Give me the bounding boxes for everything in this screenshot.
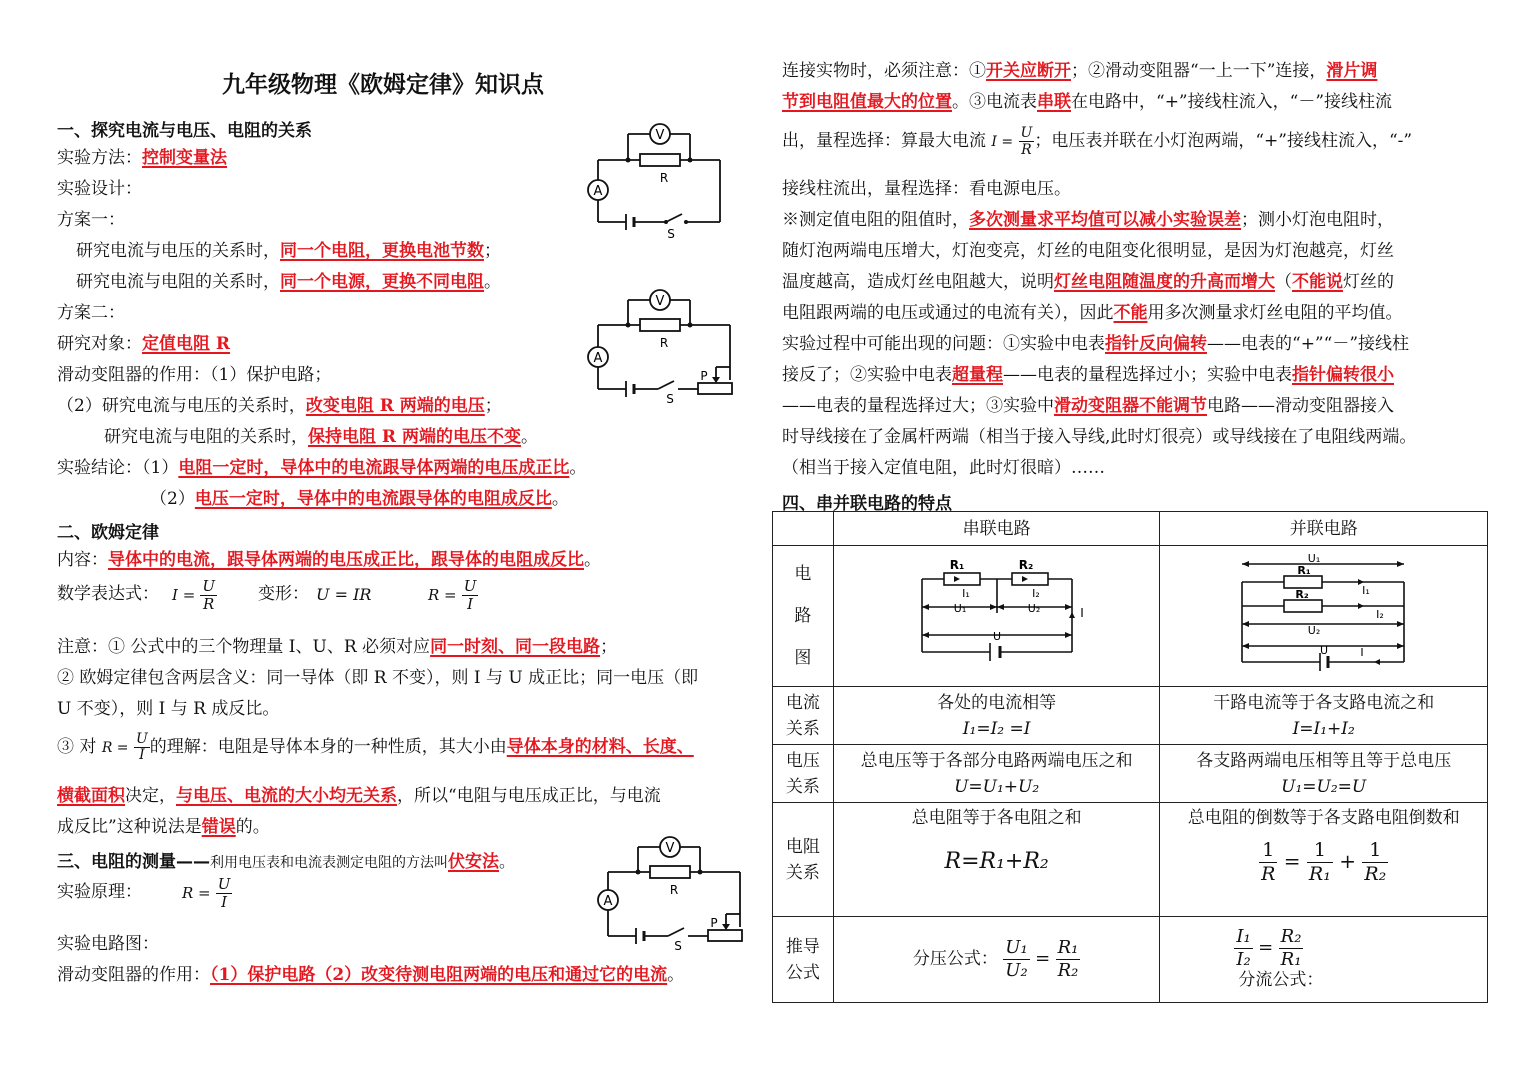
note-3b-line xyxy=(57,785,661,807)
r11-end: 电路——滑动变阻器接入 xyxy=(1207,396,1394,416)
fraction-r2-over-r1 xyxy=(1279,926,1304,971)
r1-red2: 滑片调 xyxy=(1326,61,1378,81)
series-voltage-text: 总电压等于各部分电路两端电压之和 xyxy=(860,750,1133,771)
r1-pre: 连接实物时，必须注意：① xyxy=(782,61,986,81)
fraction-r1-over-r2 xyxy=(1056,937,1081,982)
table-row-derivation xyxy=(773,917,1488,1003)
s3-rheo-red: （1）保护电路（2）改变待测电阻两端的电压和通过它的电流 xyxy=(210,965,668,985)
rheo-line-1: 滑动变阻器的作用：（1）保护电路； xyxy=(57,365,332,385)
r2-red: 节到电阻值最大的位置 xyxy=(782,92,952,112)
formula-lhs-i: I = xyxy=(172,586,196,604)
right-line-4: 接线柱流出，量程选择：看电源电压。 xyxy=(782,179,1071,199)
series-voltage-formula: U=U₁+U₂ xyxy=(954,776,1040,797)
r9-pre: 实验过程中可能出现的问题：①实验中电表 xyxy=(782,334,1105,354)
formula-lhs-r: R = xyxy=(428,586,457,604)
r5-end: ；测小灯泡电阻时， xyxy=(1241,210,1394,230)
rheo2-red: 改变电阻 R 两端的电压 xyxy=(305,396,485,416)
note-3c-line xyxy=(57,816,270,838)
voltmeter-label: V xyxy=(665,841,675,856)
ammeter-label: A xyxy=(593,184,603,199)
r5-red: 多次测量求平均值可以减小实验误差 xyxy=(969,210,1241,230)
plan1-a-text: 研究电流与电压的关系时， xyxy=(76,241,280,261)
frac-den: I xyxy=(139,747,145,763)
section-3-heading-line xyxy=(57,847,515,872)
right-line-8 xyxy=(782,302,1403,324)
plan2-label: 方案二： xyxy=(57,303,125,323)
law-content-label: 内容： xyxy=(57,550,108,570)
series-r1-label: R₁ xyxy=(949,558,964,572)
series-i1-label: I₁ xyxy=(961,587,970,600)
frac-den: I xyxy=(467,595,474,613)
row-label-derivation xyxy=(773,917,834,1003)
series-voltage-cell xyxy=(833,745,1160,803)
law-content-end: 。 xyxy=(584,550,601,570)
note-3-line xyxy=(57,732,694,763)
rheo2-text: （2）研究电流与电压的关系时， xyxy=(57,396,306,416)
table-row-diagram xyxy=(773,546,1488,687)
method-value: 控制变量法 xyxy=(142,148,227,168)
row-label-line: 电阻 xyxy=(785,836,820,857)
series-r2-label: R₂ xyxy=(1018,558,1033,572)
parallel-i2-label: I₂ xyxy=(1375,608,1384,621)
conclusion-line-2 xyxy=(150,488,569,510)
note-2-line: ② 欧姆定律包含两层含义：同一导体（即 R 不变），则 I 与 U 成正比；同一电压（即 xyxy=(57,668,699,688)
principle-formula xyxy=(182,876,232,911)
r1-red1: 开关应断开 xyxy=(986,61,1071,81)
note-3c-red: 错误 xyxy=(201,817,236,837)
r2-mid: 。③电流表 xyxy=(952,92,1037,112)
fraction-1-over-r1: $\frac{1}{\text{R₁}}$ xyxy=(1308,839,1331,885)
frac-den: R xyxy=(1021,142,1032,158)
row-label-char: 路 xyxy=(794,606,812,626)
parallel-voltage-cell xyxy=(1160,745,1488,803)
frac-den: I xyxy=(221,893,228,911)
section-4-heading: 四、串并联电路的特点 xyxy=(782,494,952,514)
row-label-line: 推导 xyxy=(785,936,820,957)
r11-red: 滑动变阻器不能调节 xyxy=(1054,396,1207,416)
rheo-line-3 xyxy=(104,426,538,448)
table-row-current xyxy=(773,687,1488,745)
resistor-label: R xyxy=(659,336,669,350)
plan1-b-text: 研究电流与电阻的关系时， xyxy=(76,272,280,292)
parallel-circuit-diagram xyxy=(1224,552,1424,672)
formula-r-equals-u-over-i xyxy=(428,578,478,613)
r2-end: 在电路中，“+”接线柱流入，“－”接线柱流 xyxy=(1071,92,1393,112)
voltage-divider-label: 分压公式： xyxy=(912,949,998,969)
right-line-1 xyxy=(782,60,1377,82)
voltmeter-label: V xyxy=(655,128,665,143)
row-label-line: 关系 xyxy=(785,776,820,797)
series-derivation-cell: 分压公式： $\frac{\text{U₁}}{\text{U₂}}$ = $\frac{\text{R₁}}{\text{R₂}}$ xyxy=(833,917,1160,1003)
fraction-u1-over-u2 xyxy=(1003,937,1029,982)
conclusion-label: 实验结论：（1） xyxy=(57,458,179,478)
parallel-u2-label: U₂ xyxy=(1307,624,1320,637)
frac-num: I₁ xyxy=(1236,926,1251,947)
parallel-i-label: I xyxy=(1360,646,1364,659)
plan1-label: 方案一： xyxy=(57,210,125,230)
row-label-line: 关系 xyxy=(785,718,820,739)
right-line-13: （相当于接入定值电阻，此时灯很暗）…… xyxy=(782,458,1105,478)
frac-den: R xyxy=(203,595,215,613)
fraction-u-over-r xyxy=(200,578,217,613)
conclusion-line-1 xyxy=(57,457,586,479)
conclusion-1-red: 电阻一定时，导体中的电流跟导体两端的电压成正比 xyxy=(178,458,570,478)
note-3c-end: 的。 xyxy=(235,817,270,837)
note-1-red: 同一时刻、同一段电路 xyxy=(430,637,601,657)
table-header-row xyxy=(773,512,1488,546)
parallel-circuit-cell xyxy=(1160,546,1488,687)
rheo-line-2 xyxy=(57,395,502,417)
frac-num: U xyxy=(202,577,216,595)
right-line-11 xyxy=(782,395,1394,417)
method-label: 实验方法： xyxy=(57,148,142,168)
r5-pre: ※测定值电阻的阻值时， xyxy=(782,210,969,230)
switch-label: S xyxy=(674,939,682,953)
parallel-derivation-cell xyxy=(1160,917,1488,1003)
header-parallel: 并联电路 xyxy=(1160,512,1488,546)
principle-fraction xyxy=(216,876,233,911)
note-3c-pre: 成反比”这种说法是 xyxy=(57,817,202,837)
rheo3-end: 。 xyxy=(520,427,538,447)
plan1-a-red: 同一个电阻，更换电池节数 xyxy=(280,241,484,261)
plan1-line-a xyxy=(76,240,501,262)
r9-end: ——电表的“+”“－”接线柱 xyxy=(1207,334,1410,354)
section-3-heading-small: 利用电压表和电流表测定电阻的方法叫 xyxy=(210,855,448,871)
r7-red: 灯丝电阻随温度的升高而增大 xyxy=(1054,272,1275,292)
series-u-label: U xyxy=(992,630,1001,643)
parallel-voltage-text: 各支路两端电压相等且等于总电压 xyxy=(1196,750,1452,771)
s3-rheo-end: 。 xyxy=(667,965,685,985)
row-label-line: 电流 xyxy=(785,692,820,713)
design-label: 实验设计： xyxy=(57,179,142,199)
r8-end: 用多次测量求灯丝电阻的平均值。 xyxy=(1147,303,1403,323)
plan1-a-end: ； xyxy=(484,241,501,261)
r10-mid: ——电表的量程选择过小；实验中电表 xyxy=(1003,365,1292,385)
voltmeter-label: V xyxy=(655,294,665,309)
note-3b-red: 横截面积 xyxy=(57,786,125,806)
row-label-line: 关系 xyxy=(785,862,820,883)
parallel-resistance-cell xyxy=(1160,803,1488,917)
parallel-u1-label: U₁ xyxy=(1307,552,1320,565)
row-label-line: 电压 xyxy=(785,750,820,771)
parallel-current-formula: I=I₁+I₂ xyxy=(1292,718,1355,739)
table-row-voltage xyxy=(773,745,1488,803)
parallel-voltage-formula: U₁=U₂=U xyxy=(1281,776,1367,797)
frac-num: U xyxy=(135,731,148,747)
frac-num: R₂ xyxy=(1280,926,1302,947)
diagram-label: 实验电路图： xyxy=(57,934,159,954)
principle-label: 实验原理： xyxy=(57,882,142,902)
conclusion-2-end: 。 xyxy=(551,489,569,509)
rheo2-end: ； xyxy=(484,396,502,416)
row-label-current xyxy=(773,687,834,745)
r10-pre: 接反了；②实验中电表 xyxy=(782,365,952,385)
frac-den: R₁ xyxy=(1280,949,1302,970)
parallel-current-cell xyxy=(1160,687,1488,745)
series-circuit-cell xyxy=(833,546,1160,687)
note-3-fraction xyxy=(134,732,150,763)
parallel-resistance-formula: $\frac{1}{R}$ = $\frac{1}{\text{R₁}}$ + $\frac{1}{\text{R₂}}$ xyxy=(1261,839,1387,885)
switch-label: S xyxy=(667,227,675,241)
note-3-formula-lhs: R = xyxy=(101,740,129,756)
row-label-char: 电 xyxy=(794,564,812,584)
note-3-red: 导体本身的材料、长度、 xyxy=(506,737,694,757)
header-series: 串联电路 xyxy=(833,512,1160,546)
series-current-text: 各处的电流相等 xyxy=(937,692,1057,713)
table-corner-cell xyxy=(773,512,834,546)
object-label: 研究对象： xyxy=(57,334,142,354)
deform-label: 变形： xyxy=(258,584,309,604)
row-label-resistance xyxy=(773,803,834,917)
note-1-line xyxy=(57,636,617,658)
r7-red2: 不能说 xyxy=(1292,272,1343,292)
current-divider-label: 分流公式： xyxy=(1238,970,1324,990)
series-circuit-diagram xyxy=(902,557,1092,667)
fraction-i1-over-i2 xyxy=(1234,926,1252,971)
note-3b-red2: 与电压、电流的大小均无关系 xyxy=(176,786,397,806)
frac-num: U xyxy=(463,577,477,595)
circuit-diagram-2 xyxy=(580,285,740,410)
r1-mid: ；②滑动变阻器“一上一下”连接， xyxy=(1071,61,1327,81)
right-line-10 xyxy=(782,364,1394,386)
resistor-label: R xyxy=(669,883,679,897)
plan1-b-end: 。 xyxy=(484,272,501,292)
r9-red: 指针反向偏转 xyxy=(1105,334,1207,354)
section-3-heading: 三、电阻的测量—— xyxy=(57,852,210,872)
right-line-12: 时导线接在了金属杆两端（相当于接入导线,此时灯很亮）或导线接在了电阻线两端。 xyxy=(782,427,1417,447)
r3-formula-lhs: I = xyxy=(991,134,1014,150)
plan1-b-red: 同一个电源，更换不同电阻 xyxy=(280,272,484,292)
formula-u-equals-ir: U = IR xyxy=(316,585,372,604)
series-current-cell xyxy=(833,687,1160,745)
r3-end: ；电压表并联在小灯泡两端，“+”接线柱流入，“-” xyxy=(1034,131,1413,151)
frac-num: U xyxy=(1020,125,1033,141)
series-u1-label: U₁ xyxy=(953,602,966,615)
circuit-diagram-3 xyxy=(590,832,750,957)
rheo3-red: 保持电阻 R 两端的电压不变 xyxy=(308,427,521,447)
frac-den: I₂ xyxy=(1236,949,1251,970)
plan1-line-b xyxy=(76,271,501,293)
note-2b-line: U 不变），则 I 与 R 成反比。 xyxy=(57,699,280,719)
law-content-line xyxy=(57,549,601,571)
rheo3-text: 研究电流与电阻的关系时， xyxy=(104,427,308,447)
series-resistance-formula: R=R₁+R₂ xyxy=(944,849,1049,874)
section-3-heading-red: 伏安法 xyxy=(448,852,499,872)
row-label-voltage xyxy=(773,745,834,803)
frac-den: R₂ xyxy=(1364,863,1387,885)
series-resistance-text: 总电阻等于各电阻之和 xyxy=(911,808,1082,828)
conclusion-1-end: 。 xyxy=(569,458,587,478)
r3-pre: 出，量程选择：算最大电流 xyxy=(782,131,986,151)
note-3-mid: 的理解：电阻是导体本身的一种性质，其大小由 xyxy=(149,737,507,757)
parallel-r1-label: R₁ xyxy=(1297,564,1311,577)
page-title: 九年级物理《欧姆定律》知识点 xyxy=(222,72,544,98)
r7-pre: 温度越高，造成灯丝电阻越大，说明 xyxy=(782,272,1054,292)
formula-i-equals-u-over-r xyxy=(172,578,217,613)
frac-num: U₁ xyxy=(1005,937,1028,958)
series-parallel-table xyxy=(772,511,1488,1003)
r10-red2: 指针偏转很小 xyxy=(1292,365,1394,385)
table-row-resistance xyxy=(773,803,1488,917)
section-1-heading: 一、探究电流与电压、电阻的关系 xyxy=(57,121,312,141)
fraction-1-over-r2: $\frac{1}{\text{R₂}}$ xyxy=(1364,839,1387,885)
r11-pre: ——电表的量程选择过大；③实验中 xyxy=(782,396,1054,416)
note-3-pre: ③ 对 xyxy=(57,737,97,757)
frac-num: U xyxy=(217,875,231,893)
s3-rheo-line xyxy=(57,964,684,986)
note-3b-end: ，所以“电阻与电压成正比，与电流 xyxy=(397,786,661,806)
fraction-1-over-r: $\frac{1}{R}$ xyxy=(1261,839,1276,885)
row-label-diagram xyxy=(773,546,834,687)
parallel-current-text: 干路电流等于各支路电流之和 xyxy=(1213,692,1435,713)
parallel-resistance-text: 总电阻的倒数等于各支路电阻倒数和 xyxy=(1187,808,1460,828)
note-1-end: ； xyxy=(600,637,618,657)
right-line-6: 随灯泡两端电压增大，灯泡变亮，灯丝的电阻变化很明显，是因为灯泡越亮，灯丝 xyxy=(782,241,1394,261)
series-i-label: I xyxy=(1079,606,1084,620)
principle-lhs: R = xyxy=(182,884,211,902)
series-u2-label: U₂ xyxy=(1027,602,1040,615)
slider-label: P xyxy=(710,916,718,930)
section-2-heading: 二、欧姆定律 xyxy=(57,523,159,543)
object-line xyxy=(57,333,230,355)
parallel-r2-label: R₂ xyxy=(1295,588,1309,601)
frac-den: R xyxy=(1261,863,1276,885)
r8-pre: 电阻跟两端的电压或通过的电流有关），因此 xyxy=(782,303,1114,323)
right-line-7 xyxy=(782,271,1394,293)
conclusion-2-label: （2） xyxy=(150,489,195,509)
circuit-diagram-1 xyxy=(580,122,730,242)
law-content-red: 导体中的电流，跟导体两端的电压成正比，跟导体的电阻成反比 xyxy=(108,550,584,570)
r10-red: 超量程 xyxy=(952,365,1003,385)
note-3b-mid: 决定， xyxy=(125,786,176,806)
frac-den: R₂ xyxy=(1057,960,1079,981)
s3-rheo-label: 滑动变阻器的作用： xyxy=(57,965,210,985)
series-current-formula: I₁=I₂ =I xyxy=(962,718,1031,739)
parallel-i1-label: I₁ xyxy=(1361,584,1370,597)
right-line-3 xyxy=(782,125,1412,158)
r7-end: 灯丝的 xyxy=(1343,272,1394,292)
method-line xyxy=(57,147,227,169)
row-label-char: 图 xyxy=(794,648,812,668)
right-line-5 xyxy=(782,209,1394,231)
object-value: 定值电阻 R xyxy=(142,334,231,354)
fraction-u-over-i xyxy=(462,578,479,613)
expr-label: 数学表达式： xyxy=(57,584,159,604)
resistor-label: R xyxy=(659,171,669,185)
ammeter-label: A xyxy=(593,351,603,366)
r3-fraction xyxy=(1019,125,1035,158)
section-3-heading-end: 。 xyxy=(499,852,516,871)
current-divider-formula: $\frac{\text{I₁}}{\text{I₂}}$ = $\frac{\text{R₂}}{\text{R₁}}$ xyxy=(1236,926,1302,970)
r2-red2: 串联 xyxy=(1037,92,1071,112)
row-label-line: 公式 xyxy=(785,962,820,983)
r7-mid: （ xyxy=(1275,272,1292,292)
series-i2-label: I₂ xyxy=(1031,587,1040,600)
switch-label: S xyxy=(666,392,674,406)
frac-den: R₁ xyxy=(1308,863,1331,885)
slider-label: P xyxy=(700,369,708,383)
frac-num: R₁ xyxy=(1057,937,1079,958)
r8-red: 不能 xyxy=(1113,303,1148,323)
right-line-9 xyxy=(782,333,1409,355)
note-1-text: 注意：① 公式中的三个物理量 I、U、R 必须对应 xyxy=(57,637,431,657)
right-line-2 xyxy=(782,91,1392,113)
frac-den: U₂ xyxy=(1005,960,1028,981)
series-resistance-cell xyxy=(833,803,1160,917)
ammeter-label: A xyxy=(603,894,613,909)
conclusion-2-red: 电压一定时，导体中的电流跟导体的电阻成反比 xyxy=(194,489,552,509)
parallel-u-label: U xyxy=(1319,644,1328,657)
